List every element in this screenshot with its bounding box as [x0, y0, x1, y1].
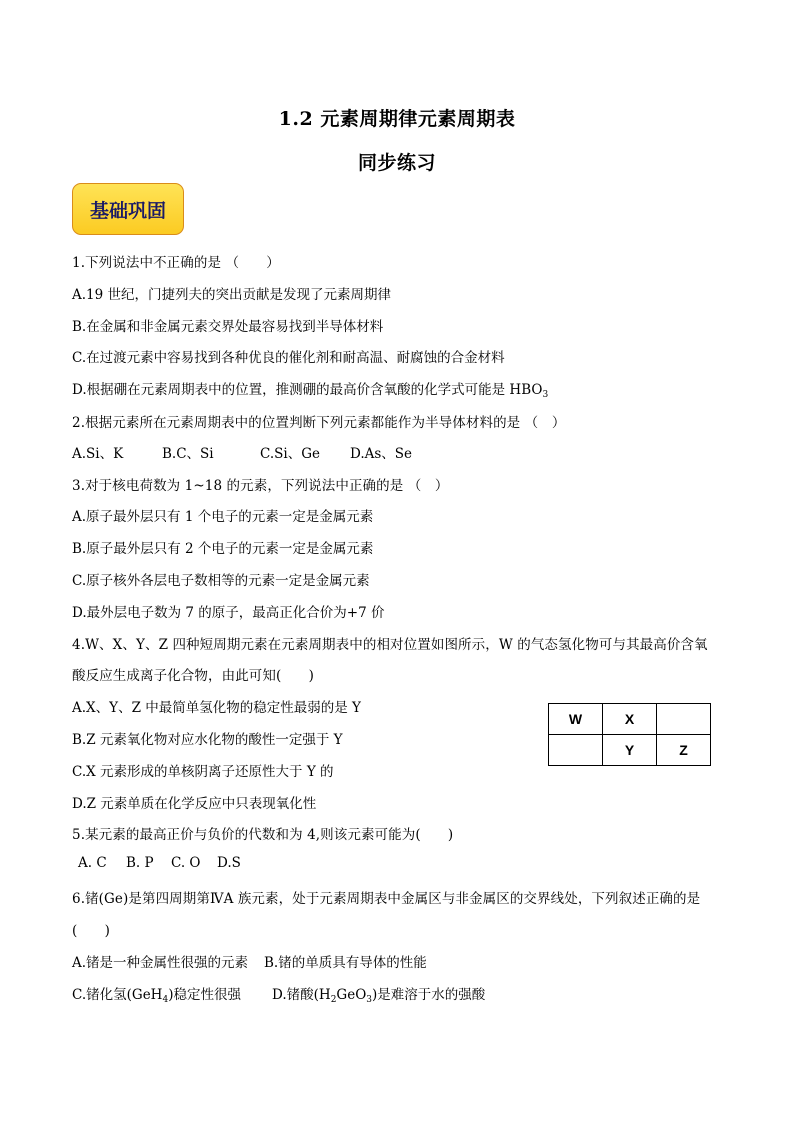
- table-row: [549, 704, 711, 735]
- q1-option-a: A.19 世纪，门捷列夫的突出贡献是发现了元素周期律: [72, 287, 392, 303]
- q1-option-d-text: D.根据硼在元素周期表中的位置，推测硼的最高价含氧酸的化学式可能是 HBO: [72, 382, 543, 398]
- page-title: 1.2 元素周期律元素周期表: [278, 108, 516, 130]
- page-subtitle: 同步练习: [357, 152, 436, 174]
- q5-options: [78, 855, 241, 871]
- table-row: [549, 735, 711, 766]
- q6-options-row1: [72, 951, 427, 971]
- q5-option-a: A. C: [78, 855, 107, 871]
- q1-stem: 1.下列说法中不正确的是 （ ）: [72, 255, 280, 271]
- q5-option-d: D.S: [217, 855, 241, 871]
- q4-option-d: D.Z 元素单质在化学反应中只表现氧化性: [72, 796, 317, 812]
- section-badge-label: 基础巩固: [89, 199, 166, 222]
- q2-options: [72, 442, 412, 462]
- q6-option-d-text-mid: GeO: [336, 987, 367, 1003]
- q2-option-d: D.As、Se: [350, 446, 413, 462]
- q6-option-b: B.锗的单质具有导体的性能: [264, 955, 427, 971]
- table-cell-x: X: [603, 704, 657, 735]
- q4-option-c: C.X 元素形成的单核阴离子还原性大于 Y 的: [72, 764, 334, 780]
- q6-option-d-text: D.锗酸(H: [272, 987, 331, 1003]
- q6-stem-line2: ( ): [72, 923, 110, 939]
- q3-option-c: C.原子核外各层电子数相等的元素一定是金属元素: [72, 573, 370, 589]
- table-cell-y: Y: [603, 735, 657, 766]
- q1-option-d: [72, 378, 548, 400]
- q6-options-row2: [72, 983, 485, 1005]
- q2-stem: 2.根据元素所在元素周期表中的位置判断下列元素都能作为半导体材料的是 （ ）: [72, 415, 566, 431]
- q6-stem-line1: 6.锗(Ge)是第四周期第ⅣA 族元素，处于元素周期表中金属区与非金属区的交界线处，下列叙述正确的是: [72, 891, 701, 907]
- q1-option-c: C.在过渡元素中容易找到各种优良的催化剂和耐高温、耐腐蚀的合金材料: [72, 350, 505, 366]
- q5-option-b: B. P: [126, 855, 154, 871]
- q6-option-c-text-end: )稳定性很强: [168, 987, 241, 1003]
- q4-option-a: A.X、Y、Z 中最简单氢化物的稳定性最弱的是 Y: [72, 700, 361, 716]
- q4-stem-line2: 酸反应生成离子化合物，由此可知( ): [72, 668, 314, 684]
- table-cell-empty: [549, 735, 603, 766]
- q6-option-a: A.锗是一种金属性很强的元素: [72, 955, 249, 971]
- q6-option-d-subscript-1: 2: [330, 995, 337, 1005]
- q3-option-a: A.原子最外层只有 1 个电子的元素一定是金属元素: [72, 509, 374, 525]
- q2-option-a: A.Si、K: [72, 446, 124, 462]
- q2-option-c: C.Si、Ge: [260, 446, 320, 462]
- periodic-position-table: [548, 703, 711, 766]
- q6-option-d-text-end: )是难溶于水的强酸: [372, 987, 486, 1003]
- q1-option-b: B.在金属和非金属元素交界处最容易找到半导体材料: [72, 319, 384, 335]
- q3-option-d: D.最外层电子数为 7 的原子，最高正化合价为+7 价: [72, 605, 385, 621]
- q6-option-c: [72, 983, 272, 1005]
- q5-option-c: C. O: [171, 855, 201, 871]
- q6-option-d-subscript-2: 3: [366, 995, 372, 1005]
- q5-stem: 5.某元素的最高正价与负价的代数和为 4,则该元素可能为( ): [72, 827, 454, 843]
- q3-option-b: B.原子最外层只有 2 个电子的元素一定是金属元素: [72, 541, 374, 557]
- table-cell-empty: [657, 704, 711, 735]
- q3-stem: 3.对于核电荷数为 1~18 的元素，下列说法中正确的是 （ ）: [72, 478, 449, 494]
- section-badge: [72, 183, 184, 235]
- table-cell-w: W: [549, 704, 603, 735]
- q6-option-d: [272, 983, 485, 1005]
- table-cell-z: Z: [657, 735, 711, 766]
- q6-option-c-subscript: 4: [162, 995, 169, 1005]
- q6-option-c-text: C.锗化氢(GeH: [72, 987, 163, 1003]
- q4-stem-line1: 4.W、X、Y、Z 四种短周期元素在元素周期表中的相对位置如图所示，W 的气态氢化物可与其最高价含氧: [72, 637, 708, 653]
- q2-option-b: B.C、Si: [162, 446, 214, 462]
- q1-option-d-subscript: 3: [542, 390, 549, 400]
- q4-option-b: B.Z 元素氧化物对应水化物的酸性一定强于 Y: [72, 732, 343, 748]
